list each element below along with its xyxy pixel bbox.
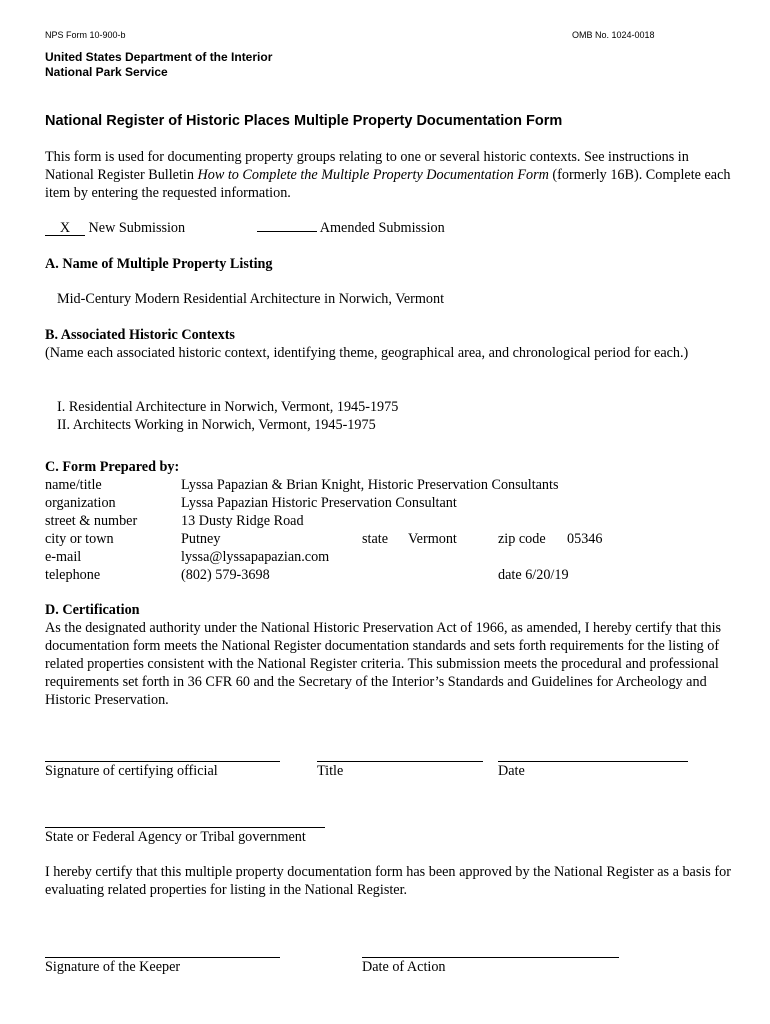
new-submission-option[interactable] [45,219,185,237]
property-listing-name[interactable]: Mid-Century Modern Residential Architecture in Norwich, Vermont [57,291,445,307]
telephone-label: telephone [45,567,101,583]
section-b-instructions: (Name each associated historic context, identifying theme, geographical area, and chronological period for each.) [45,345,689,361]
date-line[interactable] [498,761,688,762]
new-submission-mark[interactable]: X [45,221,85,236]
date-prepared [498,566,569,584]
zip-label: zip code [498,531,546,547]
email-label: e-mail [45,549,82,565]
title-label: Title [317,763,344,779]
amended-submission-option[interactable] [257,219,445,237]
omb-number: OMB No. 1024-0018 [572,30,655,40]
amended-submission-mark[interactable] [257,231,317,232]
approval-text: I hereby certify that this multiple property documentation form has been approved by the National Register as a basis for evaluating related properties for listing in the National Register. [45,864,731,898]
date-label: date [498,567,522,583]
historic-context-2[interactable]: II. Architects Working in Norwich, Vermont, 1945-1975 [57,417,376,433]
city-label: city or town [45,531,114,547]
new-submission-label: New Submission [88,220,186,236]
section-a-heading: A. Name of Multiple Property Listing [45,256,273,272]
signature-date-label: Date [498,763,525,779]
organization-value[interactable]: Lyssa Papazian Historic Preservation Consultant [181,495,457,511]
intro-text-2: (formerly 16B). Complete each item by entering the requested information. [45,167,731,201]
department-name: United States Department of the Interior [45,50,273,64]
street-label: street & number [45,513,138,529]
city-value[interactable]: Putney [181,531,221,547]
street-value[interactable]: 13 Dusty Ridge Road [181,513,304,529]
section-b-heading: B. Associated Historic Contexts [45,327,235,343]
official-signature-label: Signature of certifying official [45,763,218,779]
intro-paragraph [45,148,735,202]
agency-label: State or Federal Agency or Tribal government [45,829,306,845]
email-value[interactable]: lyssa@lyssapapazian.com [181,549,330,565]
historic-context-1[interactable]: I. Residential Architecture in Norwich, Vermont, 1945-1975 [57,399,399,415]
bulletin-title: How to Complete the Multiple Property Documentation Form [197,167,549,183]
action-date-label: Date of Action [362,959,446,975]
intro-text-1: This form is used for documenting property groups relating to one or several historic contexts. See instructions in National Register Bulletin [45,149,689,183]
zip-value[interactable]: 05346 [567,531,603,547]
name-title-value[interactable]: Lyssa Papazian & Brian Knight, Historic Preservation Consultants [181,477,559,493]
organization-label: organization [45,495,116,511]
state-value[interactable]: Vermont [408,531,457,547]
name-title-label: name/title [45,477,102,493]
certification-text: As the designated authority under the National Historic Preservation Act of 1966, as amended, I hereby certify that this documentation form meets the National Register documentation standards and sets forth requirements for the listing of related properties consistent with the National Register criteria. This submission meets the procedural and professional requirements set forth in 36 CFR 60 and the Secretary of the Interior’s Standards and Guidelines for Archeology and Historic Preservation. [45,620,722,708]
date-value[interactable]: 6/20/19 [525,567,569,583]
telephone-value[interactable]: (802) 579-3698 [181,567,270,583]
section-c-heading: C. Form Prepared by: [45,459,180,475]
service-name: National Park Service [45,65,168,79]
form-number: NPS Form 10-900-b [45,30,126,40]
amended-submission-label: Amended Submission [319,220,445,236]
section-d-heading: D. Certification [45,602,140,618]
state-label: state [362,531,388,547]
form-title: National Register of Historic Places Multiple Property Documentation Form [45,113,563,129]
keeper-signature-label: Signature of the Keeper [45,959,181,975]
